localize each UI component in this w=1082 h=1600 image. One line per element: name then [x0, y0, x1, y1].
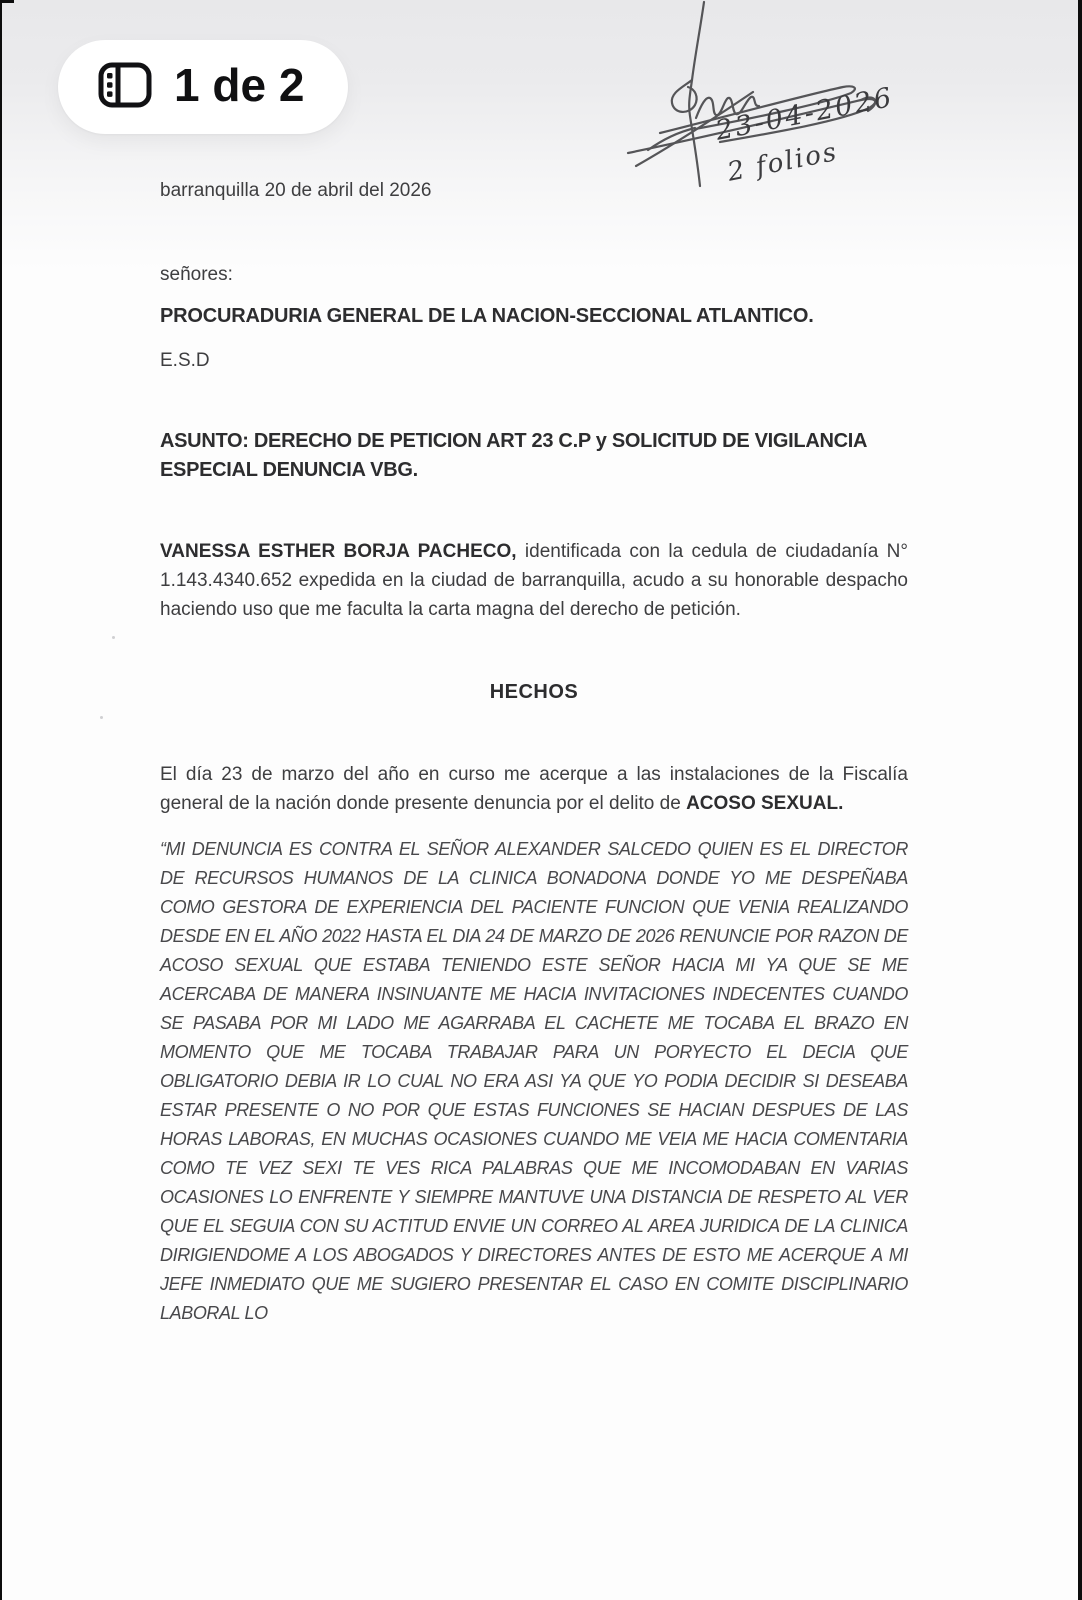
facts-crime: ACOSO SEXUAL.: [686, 793, 844, 814]
photo-edge-corner: [0, 0, 14, 3]
handwritten-folio-count: 2 folios: [725, 136, 841, 188]
scan-noise-speck: [100, 716, 103, 719]
scan-noise-speck: [112, 636, 115, 639]
letter-city-date: barranquilla 20 de abril del 2026: [160, 180, 432, 201]
letter-salutation: señores:: [160, 264, 233, 285]
complainant-text: identificada con la cedula de ciudadanía N° 1.143.4340.652 expedida en la ciudad de barranquilla, acudo a su honorable despacho haciendo uso que me faculta la carta magna del derecho de petición.: [160, 541, 908, 620]
photo-edge-left: [0, 0, 2, 1600]
facts-intro: El día 23 de marzo del año en curso me acerque a las instalaciones de la Fiscalía general de la nación donde presente denuncia por el delito de: [160, 764, 908, 814]
section-title-hechos: HECHOS: [489, 681, 579, 703]
photo-edge-right: [1078, 0, 1082, 1600]
handwritten-date: 23-04-2026: [713, 81, 897, 147]
letter-subject: ASUNTO: DERECHO DE PETICION ART 23 C.P y SOLICITUD DE VIGILANCIA ESPECIAL DENUNCIA VBG.: [160, 430, 867, 481]
letter-complainant-paragraph: [160, 537, 908, 624]
page-indicator-label: 1 de 2: [174, 59, 305, 111]
letter-recipient: PROCURADURIA GENERAL DE LA NACION-SECCIONAL ATLANTICO.: [160, 305, 814, 327]
denuncia-quote-paragraph: “MI DENUNCIA ES CONTRA EL SEÑOR ALEXANDER SALCEDO QUIEN ES EL DIRECTOR DE RECURSOS HUMANOS DE LA CLINICA BONADONA DONDE YO ME DESPEÑABA COMO GESTORA DE EXPERIENCIA DEL PACIENTE FUNCION QUE VENIA REALIZANDO DESDE EN EL AÑO 2022 HASTA EL DIA 24 DE MARZO DE 2026 RENUNCIE POR RAZON DE ACOSO SEXUAL QUE ESTABA TENIENDO ESTE SEÑOR HACIA MI YA QUE SE ME ACERCABA DE MANERA INSINUANTE ME HACIA INVITACIONES INDECENTES CUANDO SE PASABA POR MI LADO ME AGARRABA EL CACHETE ME TOCABA EL BRAZO EN MOMENTO QUE ME TOCABA TRABAJAR PARA UN PORYECTO EL DECIA QUE OBLIGATORIO DEBIA IR LO CUAL NO ERA ASI YA QUE YO PODIA DECIDIR SI DESEABA ESTAR PRESENTE O NO POR QUE ESTAS FUNCIONES SE HACIAN DESPUES DE LAS HORAS LABORAS, EN MUCHAS OCASIONES CUANDO ME VEIA ME HACIA COMENTARIA COMO TE VEZ SEXI TE VES RICA PALABRAS QUE ME INCOMODABAN EN VARIAS OCASIONES LO ENFRENTE Y SIEMPRE MANTUVE UNA DISTANCIA DE RESPETO AL VER QUE EL SEGUIA CON SU ACTITUD ENVIE UN CORREO AL AREA JURIDICA DE LA CLINICA DIRIGIENDOME A LOS ABOGADOS Y DIRECTORES ANTES DE ESTO ME ACERQUE A MI JEFE INMEDIATO QUE ME SUGIERO PRESENTAR EL CASO EN COMITE DISCIPLINARIO LABORAL LO: [160, 839, 908, 1323]
complainant-name: VANESSA ESTHER BORJA PACHECO,: [160, 541, 525, 562]
facts-paragraph: [160, 760, 908, 818]
letter-esd: E.S.D: [160, 350, 210, 371]
